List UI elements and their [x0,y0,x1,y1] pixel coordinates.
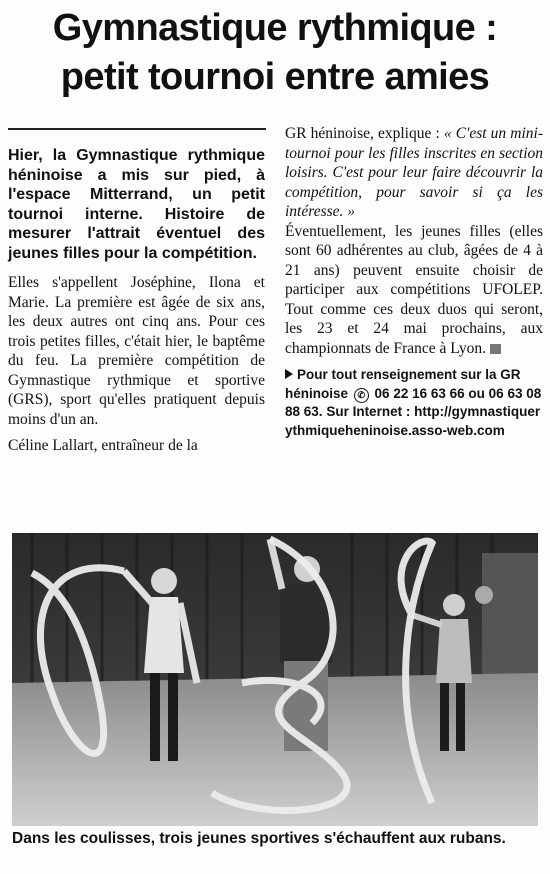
body-paragraph-2: Céline Lallart, entraîneur de la [8,437,198,454]
headline-line-2: petit tournoi entre amies [60,56,490,98]
or-word: ou [468,385,485,401]
internet-label: Sur Internet : [326,404,411,419]
photo-illustration [12,533,538,826]
photo-caption: Dans les coulisses, trois jeunes sportives s'échauffent aux rubans. [12,830,506,847]
website-link[interactable]: http://gymnastiquerythmiqueheninoise.asso-web.com [285,404,541,438]
left-column [8,146,265,456]
telephone-icon: ✆ [354,388,369,403]
headline-line-1: Gymnastique rythmique : [52,7,498,49]
quote-intro: GR héninoise, explique : [285,125,444,142]
body-paragraph-3-text: Éventuellement, les jeunes filles (elles sont 60 adhérentes au club, âgées de 4 à 21 ans) peuvent ensuite choisir de participer aux compétitions UFOLEP. Tout comme ces deux duos qui seront, les 23 et 24 mai prochains, aux championnats de France à Lyon. [285,222,543,357]
headline [8,4,542,102]
quote-paragraph [285,124,543,222]
quote-text: « C'est un mini-tournoi pour les filles inscrites en section loisirs. C'est pour leur faire découvrir la compétition, pour savoir si ça les intéresse. » [285,125,543,220]
info-text: Pour tout renseignement sur la GR héninoise [285,367,521,401]
right-column [285,124,543,440]
phone-number-2[interactable]: 06 63 08 88 63. [285,385,542,419]
body-paragraph-1: Elles s'appellent Joséphine, Ilona et Marie. La première est âgée de six ans, les deux autres ont cinq ans. Pour ces trois petites filles, c'était hier, le baptême du feu. La première compétition de Gymnastique rythmique et sportive (GRS), sport qu'elles pratiquent depuis moins d'un an. [8,274,265,428]
column-rule [8,128,266,130]
lead-paragraph: Hier, la Gymnastique rythmique héninoise a mis sur pied, à l'espace Mitterrand, un petit tournoi interne. Histoire de mesurer l'attrait éventuel des jeunes filles pour la compétition. [8,147,265,262]
phone-number-1[interactable]: 06 22 16 63 66 [374,385,465,401]
end-of-article-square-icon [490,344,501,354]
body-paragraph-3 [285,222,543,359]
info-box [285,366,543,440]
gymnasts-photo [12,533,538,826]
arrow-right-icon [285,369,293,379]
